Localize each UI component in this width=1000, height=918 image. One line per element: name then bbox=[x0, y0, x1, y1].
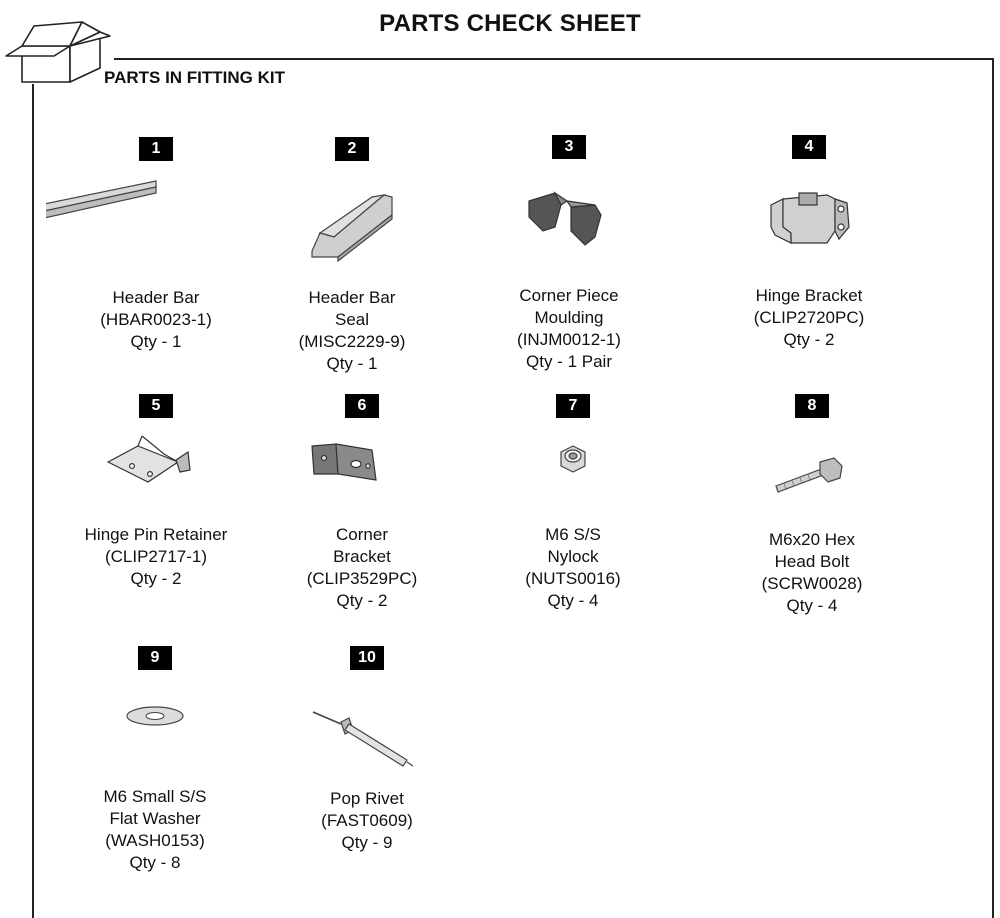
hinge-pin-retainer-icon bbox=[46, 430, 266, 500]
part-number: 6 bbox=[345, 394, 379, 418]
part-code: (CLIP2720PC) bbox=[753, 308, 865, 327]
part-name: Seal bbox=[334, 310, 370, 329]
part-number: 2 bbox=[335, 137, 369, 161]
part-code: (CLIP3529PC) bbox=[306, 569, 418, 588]
part-qty: Qty - 4 bbox=[547, 591, 599, 610]
part-number: 1 bbox=[139, 137, 173, 161]
part-number: 8 bbox=[795, 394, 829, 418]
flat-washer-icon bbox=[45, 696, 265, 736]
part-code: (SCRW0028) bbox=[761, 574, 863, 593]
part-name: M6 Small S/S bbox=[103, 787, 207, 806]
part-number: 4 bbox=[792, 135, 826, 159]
part-name: Moulding bbox=[534, 308, 604, 327]
page-title: PARTS CHECK SHEET bbox=[379, 10, 641, 37]
part-code: (HBAR0023-1) bbox=[100, 310, 212, 329]
part-qty: Qty - 8 bbox=[129, 853, 181, 872]
part-name: Hinge Bracket bbox=[755, 286, 863, 305]
box-icon bbox=[4, 18, 114, 84]
part-qty: Qty - 2 bbox=[336, 591, 388, 610]
part-name: Flat Washer bbox=[109, 809, 201, 828]
header-bar-icon bbox=[46, 173, 266, 253]
part-name: Corner bbox=[336, 525, 388, 544]
part-number: 10 bbox=[350, 646, 384, 670]
part-number: 5 bbox=[139, 394, 173, 418]
part-name: M6 S/S bbox=[545, 525, 601, 544]
corner-piece-moulding-icon bbox=[459, 187, 679, 257]
part-name: Nylock bbox=[547, 547, 599, 566]
part-number: 3 bbox=[552, 135, 586, 159]
part-qty: Qty - 1 bbox=[130, 332, 182, 351]
part-qty: Qty - 4 bbox=[786, 596, 838, 615]
part-name: Hinge Pin Retainer bbox=[84, 525, 228, 544]
part-name: Pop Rivet bbox=[330, 789, 404, 808]
hinge-bracket-icon bbox=[699, 187, 919, 259]
part-name: Header Bar bbox=[112, 288, 200, 307]
nylock-nut-icon bbox=[463, 438, 683, 488]
part-qty: Qty - 1 Pair bbox=[526, 352, 612, 371]
part-code: (INJM0012-1) bbox=[517, 330, 621, 349]
part-code: (MISC2229-9) bbox=[298, 332, 406, 351]
part-name: M6x20 Hex bbox=[769, 530, 855, 549]
part-code: (CLIP2717-1) bbox=[104, 547, 208, 566]
part-code: (NUTS0016) bbox=[525, 569, 621, 588]
part-qty: Qty - 2 bbox=[130, 569, 182, 588]
part-number: 9 bbox=[138, 646, 172, 670]
part-number: 7 bbox=[556, 394, 590, 418]
part-code: (WASH0153) bbox=[105, 831, 205, 850]
hex-head-bolt-icon bbox=[702, 450, 922, 500]
part-code: (FAST0609) bbox=[321, 811, 413, 830]
part-qty: Qty - 9 bbox=[341, 833, 393, 852]
part-qty: Qty - 2 bbox=[783, 330, 835, 349]
pop-rivet-icon bbox=[257, 704, 477, 774]
part-name: Head Bolt bbox=[774, 552, 850, 571]
section-title: PARTS IN FITTING KIT bbox=[104, 68, 286, 87]
part-name: Header Bar bbox=[308, 288, 396, 307]
part-qty: Qty - 1 bbox=[326, 354, 378, 373]
header-bar-seal-icon bbox=[242, 185, 462, 265]
part-name: Corner Piece bbox=[519, 286, 619, 305]
part-name: Bracket bbox=[333, 547, 391, 566]
corner-bracket-icon bbox=[252, 436, 472, 496]
